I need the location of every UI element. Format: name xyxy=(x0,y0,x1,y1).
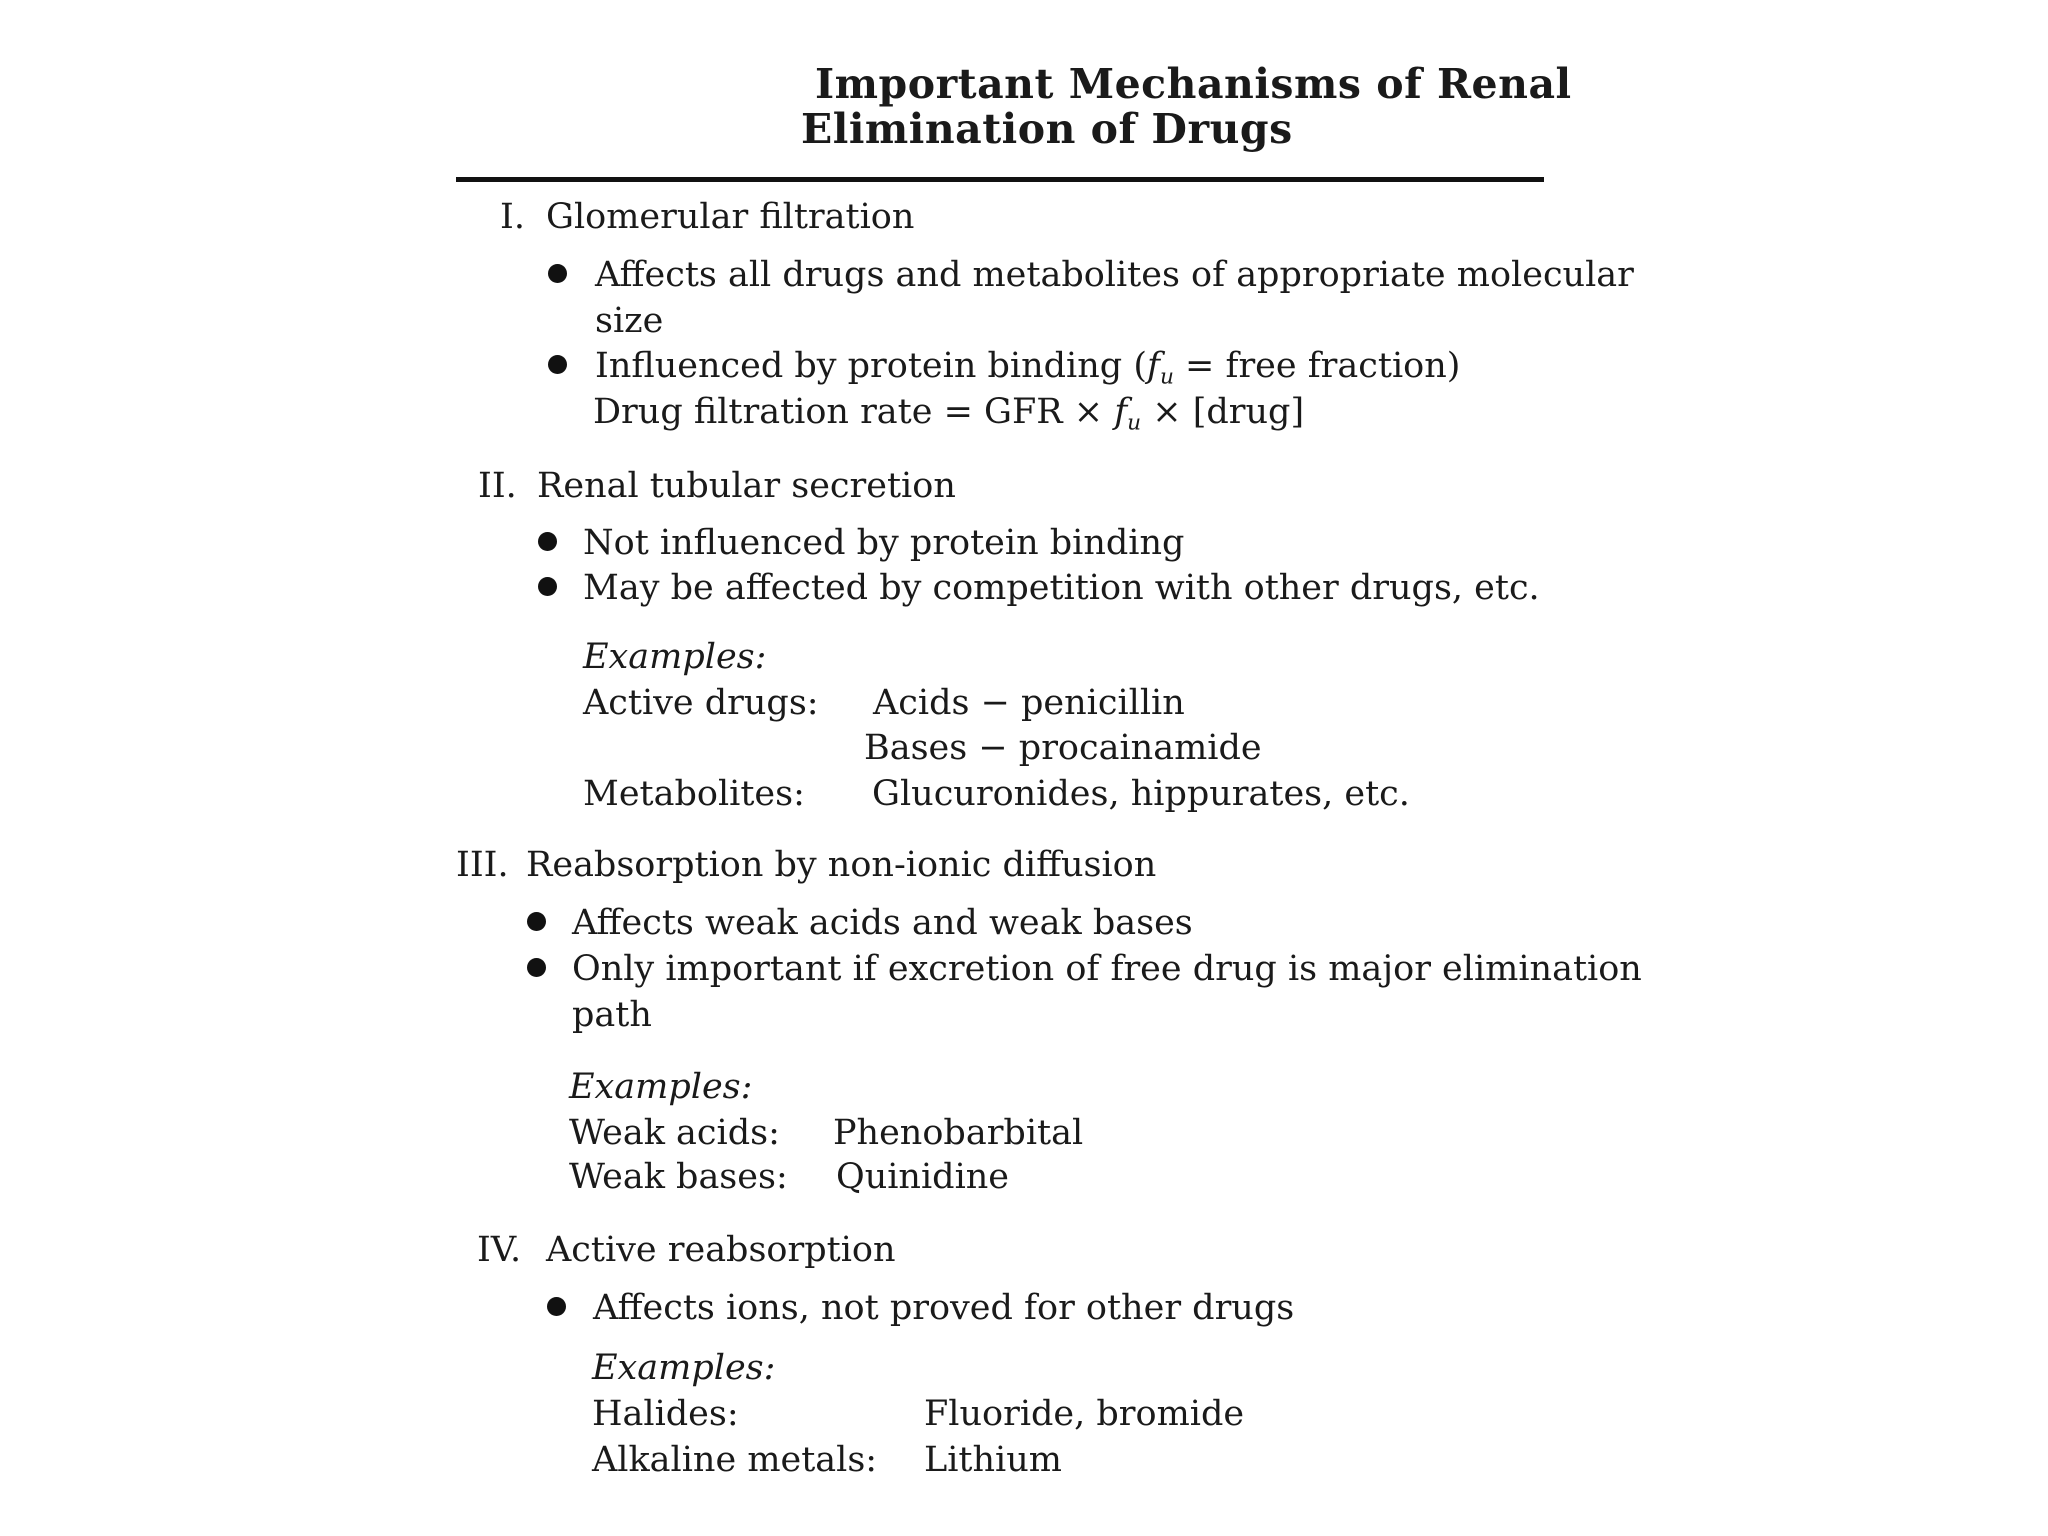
bullet-icon xyxy=(538,532,557,551)
example-label-metabolites: Metabolites: xyxy=(583,774,805,814)
example-value-weak-bases: Quinidine xyxy=(836,1157,1010,1197)
section-4-numeral: IV. xyxy=(477,1230,522,1270)
title-line-1: Important Mechanisms of Renal xyxy=(815,60,1572,108)
bullet-icon xyxy=(548,264,567,283)
bullet-icon xyxy=(527,912,546,931)
section-2-bullet-2: May be affected by competition with other drugs, etc. xyxy=(583,568,1540,608)
section-1-bullet-2: Influenced by protein binding ($f_u$ = free fraction) xyxy=(595,346,1461,390)
section-1-bullet-1-line-2: size xyxy=(595,301,664,341)
section-3-numeral: III. xyxy=(456,845,509,885)
section-3-bullet-2-line-2: path xyxy=(572,995,652,1035)
section-2-heading: Renal tubular secretion xyxy=(537,466,956,506)
section-4-bullet-1: Affects ions, not proved for other drugs xyxy=(593,1288,1295,1328)
bullet-icon xyxy=(547,1297,566,1316)
section-3-heading: Reabsorption by non-ionic diffusion xyxy=(526,845,1157,885)
title-line-2: Elimination of Drugs xyxy=(801,105,1293,153)
section-1-bullet-1-line-1: Affects all drugs and metabolites of appropriate molecular xyxy=(595,255,1634,295)
section-3-bullet-2-line-1: Only important if excretion of free drug is major elimination xyxy=(572,949,1642,989)
example-value-bases: Bases − procainamide xyxy=(864,728,1262,768)
example-label-alkaline-metals: Alkaline metals: xyxy=(592,1440,878,1480)
example-value-metabolites: Glucuronides, hippurates, etc. xyxy=(872,774,1410,814)
example-label-halides: Halides: xyxy=(592,1394,739,1434)
example-label-weak-acids: Weak acids: xyxy=(569,1113,780,1153)
drug-filtration-rate-formula: Drug filtration rate = GFR × $f_u$ × [drug] xyxy=(593,392,1305,436)
section-1-numeral: I. xyxy=(500,197,525,237)
example-value-weak-acids: Phenobarbital xyxy=(833,1113,1084,1153)
section-1-heading: Glomerular filtration xyxy=(546,197,915,237)
section-2-bullet-1: Not influenced by protein binding xyxy=(583,523,1185,563)
example-value-alkaline-metals: Lithium xyxy=(924,1440,1062,1480)
example-value-halides: Fluoride, bromide xyxy=(924,1394,1245,1434)
example-value-acids: Acids − penicillin xyxy=(873,683,1185,723)
bullet-icon xyxy=(548,355,567,374)
bullet-icon xyxy=(538,577,557,596)
section-4-heading: Active reabsorption xyxy=(546,1230,896,1270)
section-2-numeral: II. xyxy=(478,466,517,506)
section-4-examples-label: Examples: xyxy=(592,1348,776,1388)
section-3-examples-label: Examples: xyxy=(569,1067,753,1107)
example-label-weak-bases: Weak bases: xyxy=(569,1157,788,1197)
section-2-examples-label: Examples: xyxy=(583,637,767,677)
section-3-bullet-1: Affects weak acids and weak bases xyxy=(572,903,1193,943)
example-label-active-drugs: Active drugs: xyxy=(583,683,819,723)
title-rule xyxy=(456,177,1544,182)
bullet-icon xyxy=(527,958,546,977)
